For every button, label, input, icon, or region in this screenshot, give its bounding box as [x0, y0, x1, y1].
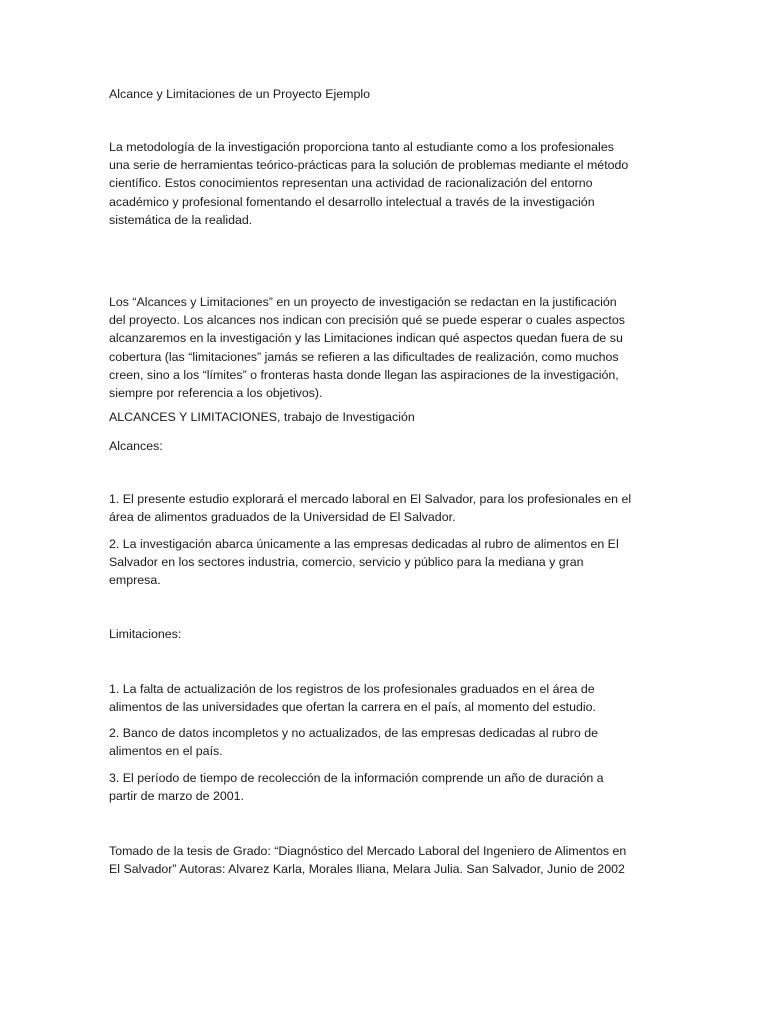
list-item-line: 3. El período de tiempo de recolección de la información comprende un año de duración a: [109, 771, 604, 785]
list-item-line: empresa.: [109, 573, 161, 588]
list-item-line: Salvador en los sectores industria, comercio, servicio y público para la mediana y gran: [109, 555, 584, 570]
alcances-heading-text: Alcances:: [109, 439, 163, 453]
section-title-text: ALCANCES Y LIMITACIONES, trabajo de Investigación: [109, 410, 415, 424]
limitaciones-heading-text: Limitaciones:: [109, 627, 182, 641]
list-item-line: 2. La investigación abarca únicamente a las empresas dedicadas al rubro de alimentos en El: [109, 537, 619, 551]
scope-line: creen, sino a los “límites” o fronteras hasta donde llegan las aspiraciones de la investigación,: [109, 367, 619, 382]
intro-line: científico. Estos conocimientos representan una actividad de racionalización del entorno: [109, 176, 593, 191]
list-item-line: área de alimentos graduados de la Universidad de El Salvador.: [109, 510, 456, 525]
section-title: [109, 408, 657, 426]
scope-line: cobertura (las “limitaciones” jamás se refieren a las dificultades de realización, como muchos: [109, 349, 619, 364]
alcances-heading: [109, 437, 657, 455]
scope-line: siempre por referencia a los objetivos).: [109, 386, 323, 401]
list-item-line: 2. Banco de datos incompletos y no actualizados, de las empresas dedicadas al rubro de: [109, 726, 599, 740]
document-title-text: Alcance y Limitaciones de un Proyecto Ejemplo: [109, 87, 371, 101]
intro-line: una serie de herramientas teórico-prácticas para la solución de problemas mediante el método: [109, 158, 629, 173]
document-title: [109, 85, 657, 103]
intro-line: La metodología de la investigación proporciona tanto al estudiante como a los profesionales: [109, 140, 614, 154]
source-citation: [109, 842, 657, 878]
limitaciones-item-3: [109, 769, 657, 805]
list-item-line: partir de marzo de 2001.: [109, 789, 244, 804]
alcances-item-2: [109, 535, 657, 590]
limitaciones-heading: [109, 625, 657, 643]
limitaciones-item-1: [109, 680, 657, 716]
intro-paragraph: [109, 138, 657, 229]
list-item-line: alimentos de las universidades que ofertan la carrera en el país, al momento del estudio.: [109, 700, 596, 715]
scope-line: alcanzaremos en la investigación y las Limitaciones indican qué aspectos quedan fuera de su: [109, 331, 623, 346]
list-item-line: alimentos en el país.: [109, 744, 223, 759]
alcances-item-1: [109, 490, 657, 526]
scope-line: del proyecto. Los alcances nos indican con precisión qué se puede esperar o cuales aspectos: [109, 313, 625, 328]
intro-line: académico y profesional fomentando el desarrollo intelectual a través de la investigación: [109, 194, 595, 209]
scope-line: Los “Alcances y Limitaciones” en un proyecto de investigación se redactan en la justificación: [109, 295, 617, 309]
source-line: Tomado de la tesis de Grado: “Diagnóstico del Mercado Laboral del Ingeniero de Alimentos en: [109, 844, 627, 858]
limitaciones-item-2: [109, 724, 657, 760]
list-item-line: 1. El presente estudio explorará el mercado laboral en El Salvador, para los profesionales en el: [109, 492, 632, 506]
list-item-line: 1. La falta de actualización de los registros de los profesionales graduados en el área de: [109, 682, 595, 696]
intro-line: sistemática de la realidad.: [109, 212, 253, 227]
scope-explanation-paragraph: [109, 293, 657, 402]
source-line: El Salvador” Autoras: Alvarez Karla, Morales Iliana, Melara Julia. San Salvador, Junio de 2002: [109, 862, 625, 877]
